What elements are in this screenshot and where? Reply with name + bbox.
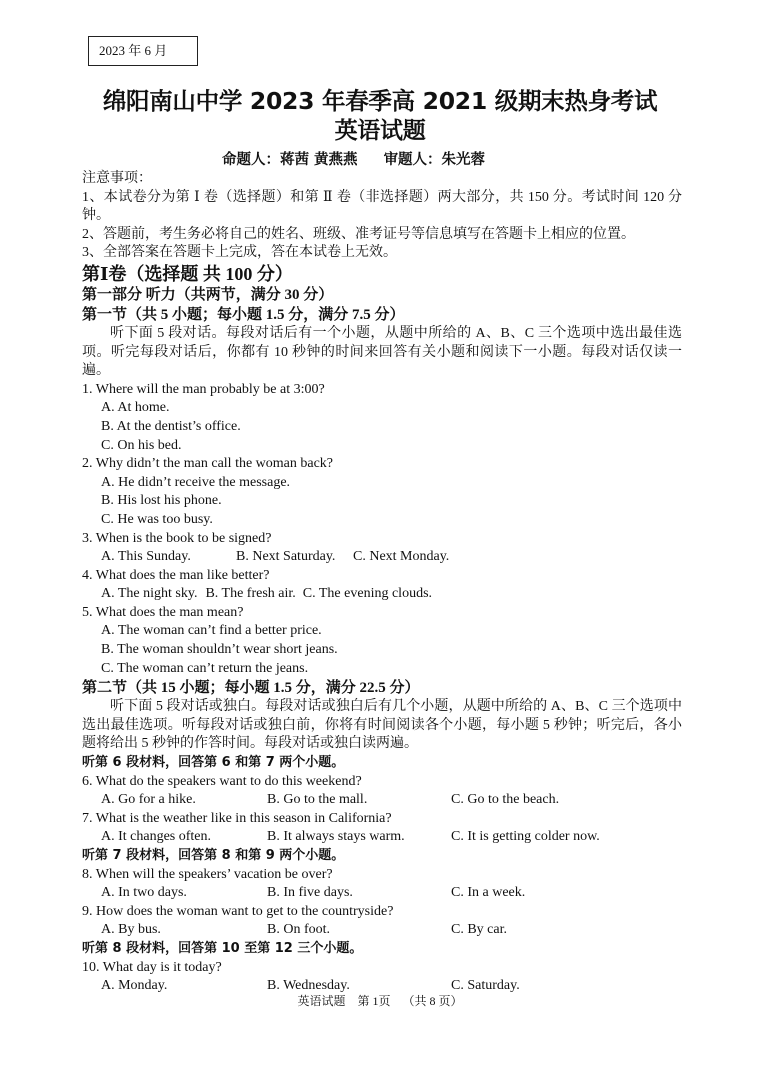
option-c: C. The evening clouds. (302, 586, 433, 602)
option-c: C. In a week. (451, 885, 526, 901)
options-row (82, 791, 682, 810)
option-b: B. The fresh air. (205, 586, 296, 602)
question-9 (82, 903, 682, 940)
option-b: B. In five days. (267, 885, 353, 901)
question-1 (82, 381, 682, 455)
exam-subtitle: 英语试题 (334, 118, 426, 144)
section-heading: 第一节（共 5 小题；每小题 1.5 分，满分 7.5 分） (82, 306, 405, 323)
question-4 (82, 567, 682, 604)
options-row (82, 921, 682, 940)
question-text: 2. Why didn’t the man call the woman back? (82, 456, 334, 472)
question-text: 3. When is the book to be signed? (82, 530, 272, 546)
question-text: 6. What do the speakers want to do this weekend? (82, 773, 362, 789)
page-footer (0, 992, 760, 1009)
option-c: C. It is getting colder now. (451, 829, 600, 845)
question-8 (82, 866, 682, 903)
options-row (82, 585, 682, 604)
authors-line (222, 148, 485, 169)
material-heading: 听第 7 段材料，回答第 8 和第 9 两个小题。 (82, 848, 345, 863)
footer-page-number: 第 1页 (357, 994, 391, 1008)
question-2 (82, 455, 682, 529)
option-c: C. On his bed. (101, 437, 182, 453)
option-c: C. By car. (451, 922, 507, 938)
option-c: C. Go to the beach. (451, 792, 560, 808)
question-6 (82, 773, 682, 810)
question-text: 4. What does the man like better? (82, 567, 270, 583)
option-b: B. It always stays warm. (267, 829, 405, 845)
footer-subject: 英语试题 (297, 994, 346, 1008)
option-a: A. The night sky. (101, 586, 198, 602)
option-b: B. Wednesday. (267, 978, 350, 994)
option-c: C. He was too busy. (101, 511, 213, 527)
question-authors: 命题人：蒋茜 黄燕燕 (222, 152, 358, 168)
question-3 (82, 530, 682, 567)
note-item: 2、答题前，考生务必将自己的姓名、班级、准考证号等信息填写在答题卡上相应的位置。 (82, 226, 635, 242)
notes-heading: 注意事项： (82, 171, 152, 186)
part-heading: 第一部分 听力（共两节，满分 30 分） (82, 286, 334, 303)
exam-body (82, 170, 682, 996)
options-row (82, 548, 682, 567)
section-instructions: 听下面 5 段对话或独白。每段对话或独白后有几个小题，从题中所给的 A、B、C 三个选项中选出最佳选项。听每段对话或独白前，你将有时间阅读各个小题，每小题 5 秒钟；听完后，各小题将给出 5 秒钟的作答时间。每段对话或独白读两遍。 (82, 699, 682, 752)
options-row (82, 884, 682, 903)
option-b: B. At the dentist’s office. (101, 418, 241, 434)
question-10 (82, 959, 682, 996)
option-c: C. Next Monday. (353, 549, 450, 565)
option-a: A. At home. (101, 400, 170, 416)
section-instructions: 听下面 5 段对话。每段对话后有一个小题，从题中所给的 A、B、C 三个选项中选出最佳选项。听完每段对话后，你都有 10 秒钟的时间来回答有关小题和阅读下一小题。每段对话仅读一遍。 (82, 325, 682, 379)
volume-heading: 第Ⅰ卷（选择题 共 100 分） (82, 263, 293, 284)
footer-total-pages: （共 8 页） (402, 994, 463, 1008)
option-b: B. Go to the mall. (267, 792, 368, 808)
option-b: B. His lost his phone. (101, 493, 222, 509)
option-c: C. The woman can’t return the jeans. (101, 660, 309, 676)
option-a: A. It changes often. (101, 829, 212, 845)
option-a: A. The woman can’t find a better price. (101, 623, 322, 639)
question-text: 8. When will the speakers’ vacation be over? (82, 866, 333, 882)
option-b: B. Next Saturday. (236, 549, 336, 565)
section-heading: 第二节（共 15 小题；每小题 1.5 分，满分 22.5 分） (82, 680, 420, 697)
material-heading: 听第 6 段材料，回答第 6 和第 7 两个小题。 (82, 755, 345, 771)
option-a: A. Go for a hike. (101, 792, 196, 808)
question-text: 5. What does the man mean? (82, 604, 244, 620)
reviewer: 审题人：朱光蓉 (383, 152, 486, 168)
question-7 (82, 810, 682, 847)
option-b: B. On foot. (267, 922, 330, 938)
question-text: 7. What is the weather like in this season in California? (82, 810, 392, 826)
question-text: 1. Where will the man probably be at 3:00? (82, 381, 325, 397)
option-c: C. Saturday. (451, 978, 520, 994)
option-a: A. By bus. (101, 922, 161, 938)
question-text: 10. What day is it today? (82, 959, 222, 975)
option-a: A. This Sunday. (101, 549, 191, 565)
question-5 (82, 604, 682, 678)
option-b: B. The woman shouldn’t wear short jeans. (101, 642, 338, 658)
options-row (82, 828, 682, 847)
note-item: 3、全部答案在答题卡上完成，答在本试卷上无效。 (82, 245, 397, 261)
material-heading: 听第 8 段材料，回答第 10 至第 12 三个小题。 (82, 940, 363, 956)
note-item: 1、本试卷分为第 Ⅰ 卷（选择题）和第 Ⅱ 卷（非选择题）两大部分，共 150 分。考试时间 120 分钟。 (82, 189, 682, 224)
option-a: A. Monday. (101, 978, 168, 994)
exam-title: 绵阳南山中学 2023 年春季高 2021 级期末热身考试 (102, 87, 658, 115)
exam-date-box: 2023 年 6 月 (88, 36, 198, 66)
option-a: A. In two days. (101, 885, 187, 901)
option-a: A. He didn’t receive the message. (101, 474, 291, 490)
question-text: 9. How does the woman want to get to the countryside? (82, 903, 394, 919)
